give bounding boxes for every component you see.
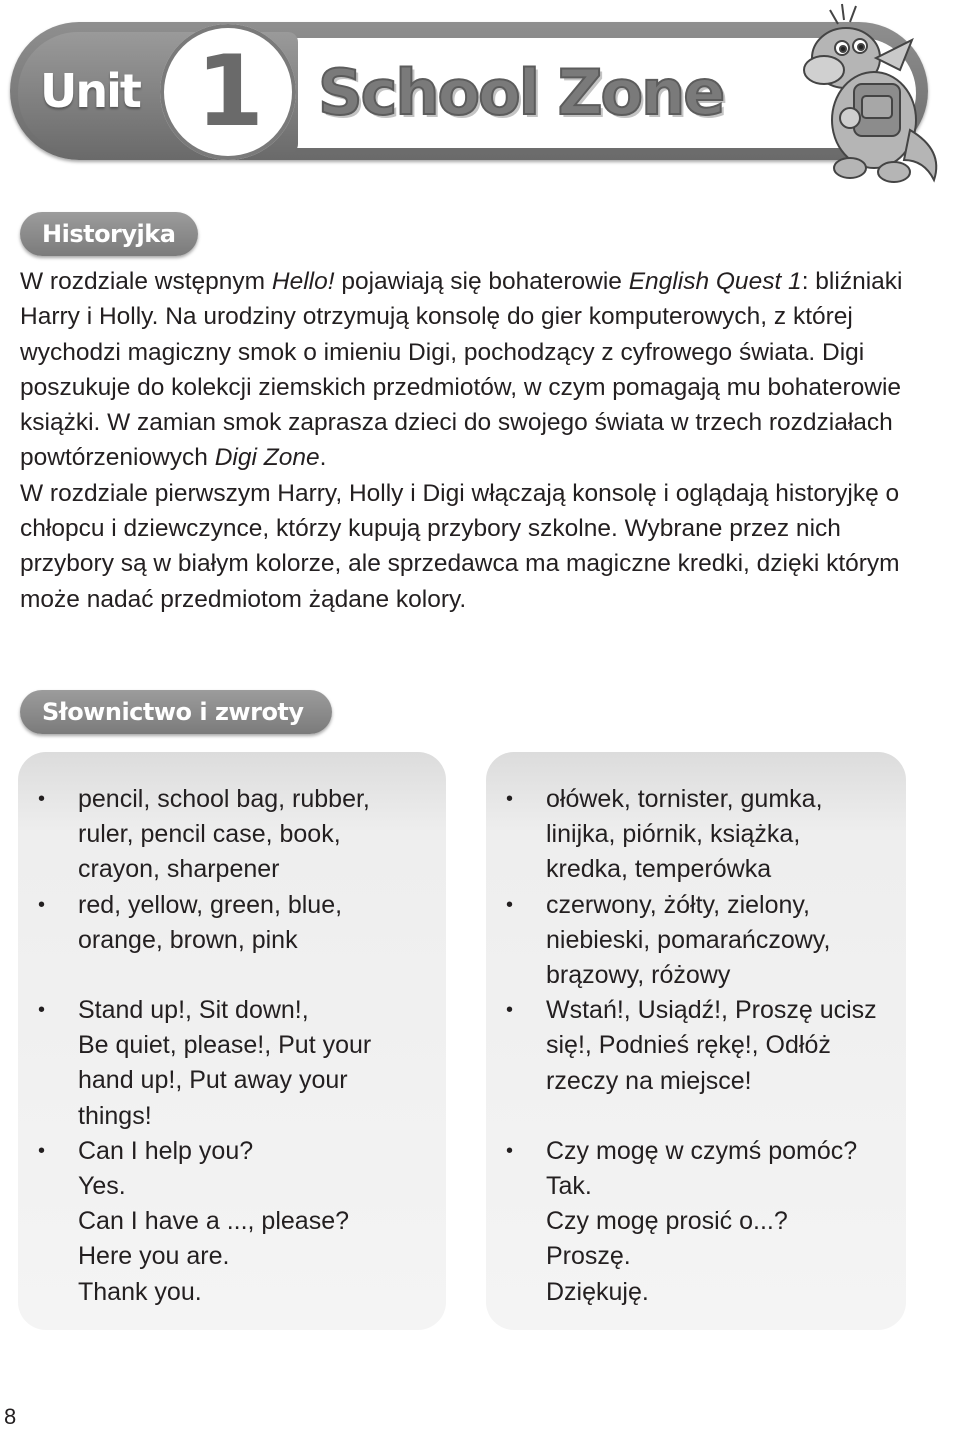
list-spacer (486, 1099, 906, 1134)
story-italic-hello: Hello! (271, 268, 335, 295)
list-item: • Can I help you? Yes. Can I have a ..., please? Here you are. Thank you. (18, 1134, 446, 1310)
story-paragraph-1 (20, 264, 930, 476)
page-number: 8 (4, 1404, 17, 1429)
list-item: • Stand up!, Sit down!, Be quiet, please!, Put your hand up!, Put away your things! (18, 993, 446, 1134)
story-text (20, 264, 930, 617)
list-item: • pencil, school bag, rubber, ruler, pencil case, book, crayon, sharpener (18, 782, 446, 888)
story-italic-digi-zone: Digi Zone (214, 444, 320, 472)
section-label-story: Historyjka (20, 212, 198, 256)
list-item: • czerwony, żółty, zielony, niebieski, pomarańczowy, brązowy, różowy (486, 888, 906, 994)
story-paragraph-2: W rozdziale pierwszym Harry, Holly i Digi włączają konsolę i oglądają historyjkę o chłopcu i dziewczynce, którzy kupują przybory szkolne. Wybrane przez nich przybory są w białym kolorze, ale sprzedawca ma magiczne kredki, dzięki którym może nadać przedmiotom żądane kolory. (20, 479, 900, 613)
unit-label: Unit (40, 64, 140, 118)
story-text-run: pojawiają się bohaterowie (334, 268, 629, 295)
section-label-vocabulary: Słownictwo i zwroty (20, 690, 332, 734)
unit-title: School Zone (318, 56, 724, 129)
vocabulary-box-english (18, 752, 446, 1330)
story-text-run: W rozdziale wstępnym (20, 268, 272, 295)
list-item: • Wstań!, Usiądź!, Proszę ucisz się!, Podnieś rękę!, Odłóż rzeczy na miejsce! (486, 993, 906, 1099)
vocabulary-box-polish (486, 752, 906, 1330)
list-item: • red, yellow, green, blue, orange, brown, pink (18, 888, 446, 958)
story-text-run: : bliźniaki Harry i Holly. Na urodziny otrzymują konsolę do gier komputerowych, z której wychodzi magiczny smok o imieniu Digi, pochodzący z cyfrowego świata. Digi poszukuje do kolekcji ziemskich przedmiotów, w czym pomagają mu bohaterowie książki. W zamian smok zaprasza dzieci do swojego świata w trzech rozdziałach powtórzeniowych (20, 268, 903, 472)
story-text-run: . (319, 444, 327, 472)
list-item: • Czy mogę w czymś pomóc? Tak. Czy mogę prosić o...? Proszę. Dziękuję. (486, 1134, 906, 1310)
list-spacer (18, 958, 446, 993)
story-italic-book-title: English Quest 1 (628, 268, 802, 295)
list-item: • ołówek, tornister, gumka, linijka, piórnik, książka, kredka, temperówka (486, 782, 906, 888)
unit-number: 1 (195, 35, 261, 149)
dragon-mascot-icon (784, 0, 954, 200)
vocabulary-list-english (18, 782, 446, 1310)
vocabulary-list-polish (486, 782, 906, 1310)
